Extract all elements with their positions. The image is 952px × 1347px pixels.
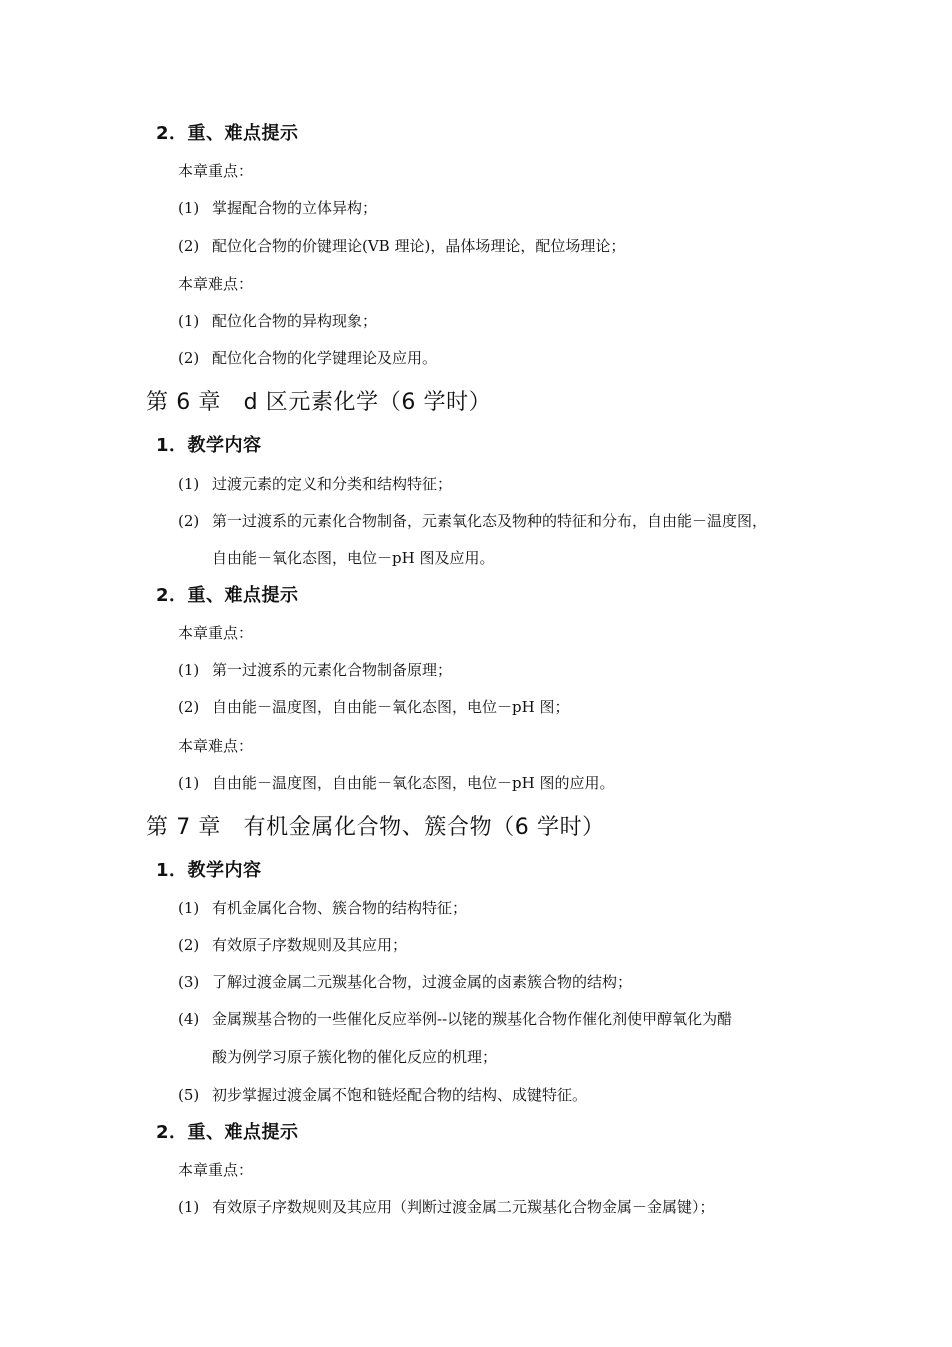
- section-heading: 2．重、难点提示: [156, 123, 299, 144]
- list-item-number: (1): [178, 774, 200, 792]
- list-item: [178, 1088, 587, 1103]
- list-item-text: 配位化合物的化学键理论及应用。: [212, 349, 438, 367]
- chapter-title: 第 7 章 有机金属化合物、簇合物（6 学时）: [146, 815, 605, 840]
- list-item: [178, 776, 614, 791]
- subheading: 本章重点：: [178, 1161, 254, 1179]
- list-item-text: 自由能－温度图，自由能－氧化态图，电位－pH 图；: [212, 698, 570, 716]
- list-item: [178, 1012, 732, 1027]
- subheading: 本章重点：: [178, 624, 254, 642]
- list-item-number: (2): [178, 698, 200, 716]
- section-heading: 2．重、难点提示: [156, 1122, 299, 1143]
- list-item-number: (1): [178, 475, 200, 493]
- list-item-number: (2): [178, 512, 200, 530]
- list-item: [178, 663, 452, 678]
- list-item-number: (1): [178, 661, 200, 679]
- list-item-text: 有机金属化合物、簇合物的结构特征；: [212, 899, 468, 917]
- list-item: [178, 477, 452, 492]
- list-item-number: (2): [178, 349, 200, 367]
- list-item: [178, 239, 625, 254]
- list-item-text: 掌握配合物的立体异构；: [212, 199, 378, 217]
- list-item-number: (4): [178, 1010, 200, 1028]
- list-item-text: 第一过渡系的元素化合物制备，元素氧化态及物种的特征和分布，自由能－温度图，: [212, 512, 768, 530]
- list-item-continuation: 酸为例学习原子簇化物的催化反应的机理；: [212, 1048, 498, 1066]
- list-item-number: (3): [178, 973, 200, 991]
- list-item-text: 了解过渡金属二元羰基化合物，过渡金属的卤素簇合物的结构；: [212, 973, 633, 991]
- list-item-text: 自由能－温度图，自由能－氧化态图，电位－pH 图的应用。: [212, 774, 615, 792]
- section-heading: 2．重、难点提示: [156, 585, 299, 606]
- chapter-title: 第 6 章 d 区元素化学（6 学时）: [146, 390, 492, 415]
- list-item-number: (2): [178, 237, 200, 255]
- list-item-continuation: 自由能－氧化态图，电位－pH 图及应用。: [212, 549, 495, 567]
- list-item: [178, 1200, 715, 1215]
- list-item-text: 过渡元素的定义和分类和结构特征；: [212, 475, 453, 493]
- subheading: 本章重点：: [178, 162, 254, 180]
- list-item: [178, 700, 569, 715]
- list-item-number: (1): [178, 199, 200, 217]
- list-item: [178, 351, 437, 366]
- subheading: 本章难点：: [178, 275, 254, 293]
- section-heading: 1．教学内容: [156, 435, 262, 456]
- list-item-text: 有效原子序数规则及其应用（判断过渡金属二元羰基化合物金属－金属键）；: [212, 1198, 715, 1216]
- list-item: [178, 314, 377, 329]
- list-item-number: (1): [178, 1198, 200, 1216]
- list-item-text: 有效原子序数规则及其应用；: [212, 936, 408, 954]
- list-item: [178, 938, 407, 953]
- list-item-number: (1): [178, 899, 200, 917]
- list-item: [178, 975, 632, 990]
- list-item: [178, 514, 767, 529]
- list-item-text: 配位化合物的价键理论(VB 理论)，晶体场理论，配位场理论；: [212, 237, 626, 255]
- list-item-text: 配位化合物的异构现象；: [212, 312, 378, 330]
- section-heading: 1．教学内容: [156, 860, 262, 881]
- list-item-number: (2): [178, 936, 200, 954]
- list-item-number: (1): [178, 312, 200, 330]
- list-item-text: 第一过渡系的元素化合物制备原理；: [212, 661, 453, 679]
- list-item: [178, 201, 377, 216]
- list-item-text: 初步掌握过渡金属不饱和链烃配合物的结构、成键特征。: [212, 1086, 588, 1104]
- list-item-number: (5): [178, 1086, 200, 1104]
- list-item-text: 金属羰基合物的一些催化反应举例--以铑的羰基化合物作催化剂使甲醇氧化为醋: [212, 1010, 733, 1028]
- subheading: 本章难点：: [178, 737, 254, 755]
- list-item: [178, 901, 467, 916]
